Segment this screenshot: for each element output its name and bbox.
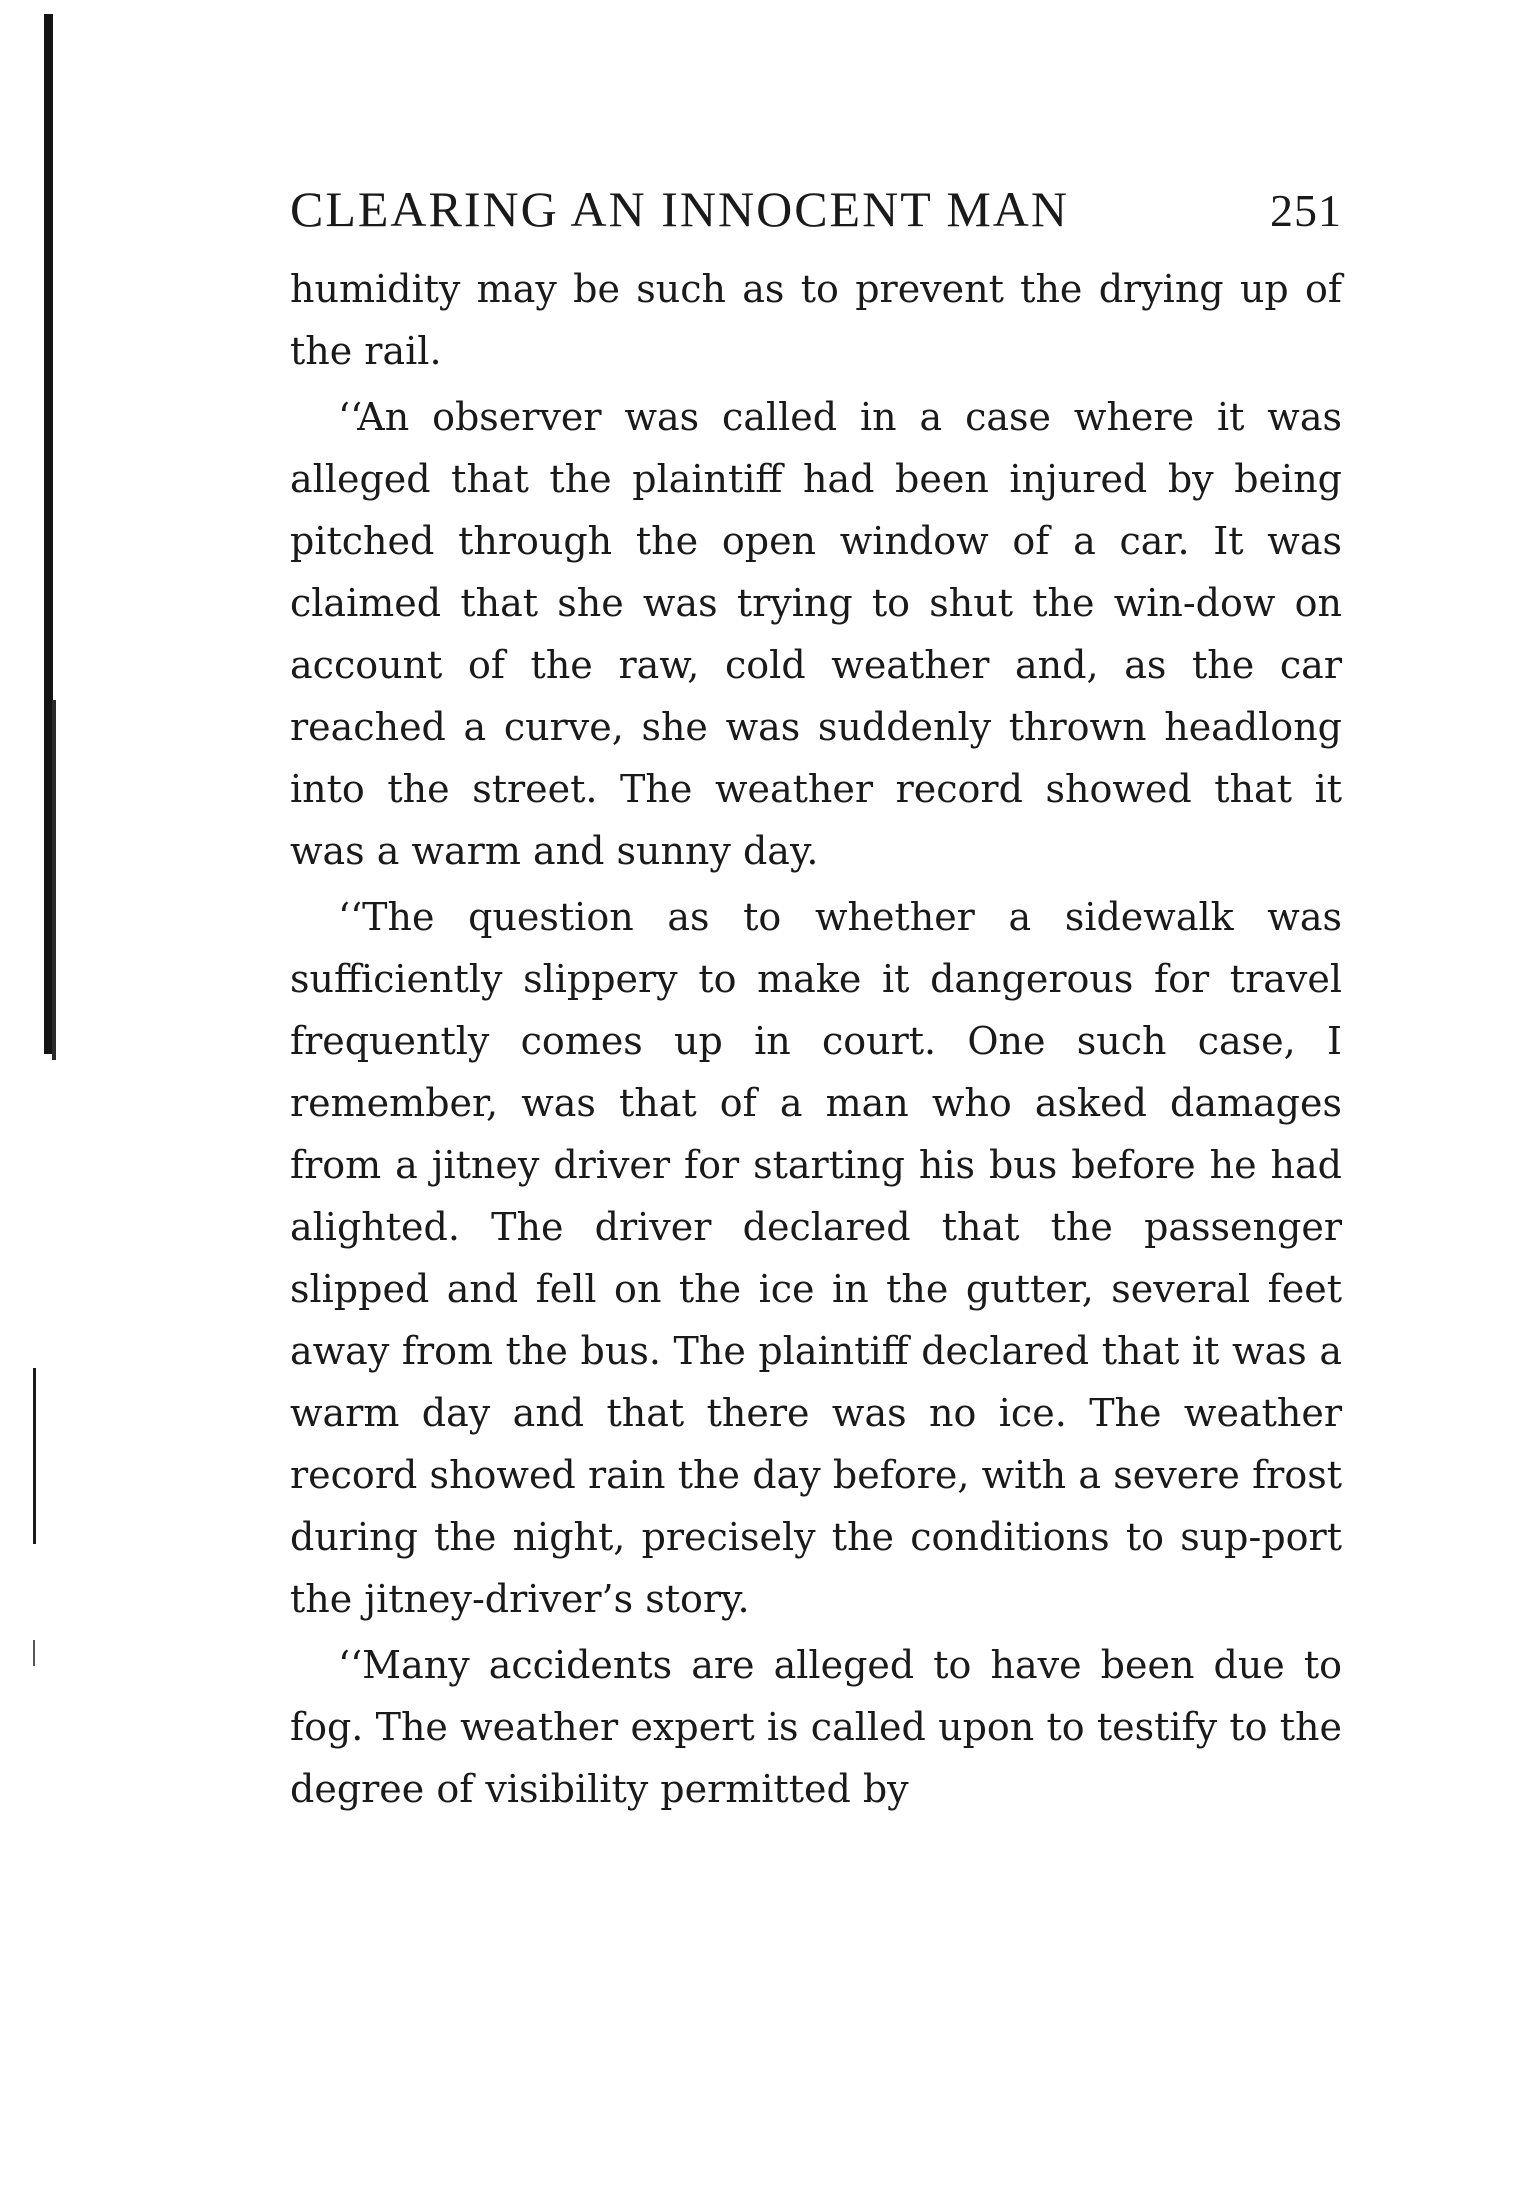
scan-edge-mark — [33, 1368, 36, 1544]
book-page — [290, 180, 1342, 1820]
paragraph-continued: humidity may be such as to prevent the drying up of the rail. — [290, 267, 1342, 373]
scan-edge-mark — [33, 1640, 35, 1666]
binding-edge-shadow-lower — [52, 700, 56, 1060]
page-header — [290, 180, 1342, 244]
running-title: CLEARING AN INNOCENT MAN — [290, 181, 1070, 237]
paragraph: ‘‘An observer was called in a case where it was alleged that the plaintiff had been injured by being pitched through the open window of a car. It was claimed that she was trying to shut the win-dow on account of the raw, cold weather and, as the car reached a curve, she was suddenly thrown headlong into the street. The weather record showed that it was a warm and sunny day. — [290, 395, 1342, 873]
page-number: 251 — [1270, 185, 1342, 236]
paragraph: ‘‘Many accidents are alleged to have been due to fog. The weather expert is called upon to testify to the degree of visibility permitted by — [290, 1643, 1342, 1811]
paragraph: ‘‘The question as to whether a sidewalk was sufficiently slippery to make it dangerous for travel frequently comes up in court. One such case, I remember, was that of a man who asked damages from a jitney driver for starting his bus before he had alighted. The driver declared that the passenger slipped and fell on the ice in the gutter, several feet away from the bus. The plaintiff declared that it was a warm day and that there was no ice. The weather record showed rain the day before, with a severe frost during the night, precisely the conditions to sup-port the jitney-driver’s story. — [290, 895, 1342, 1621]
page-body — [290, 258, 1342, 1820]
